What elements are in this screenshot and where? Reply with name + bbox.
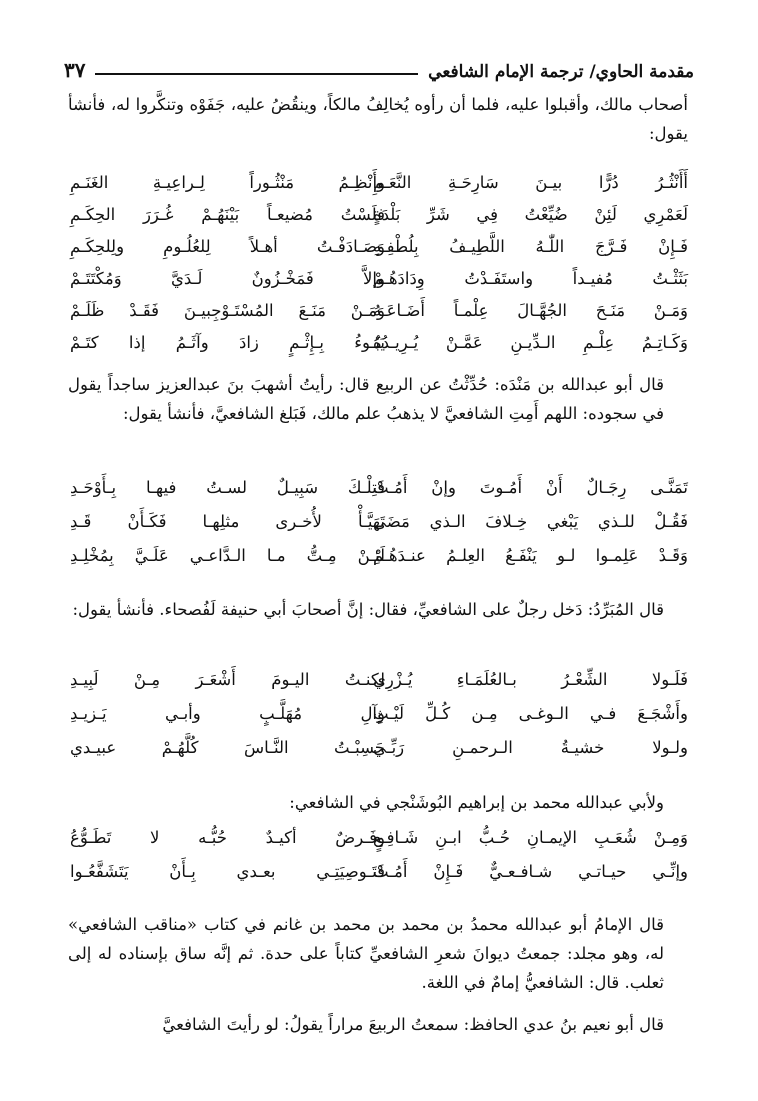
hemistich-first: وَكَـاتِـمُ عِلْـمِ الـدِّيـنِ عَمَّـنْ يُـرِيـدُهُ <box>373 333 688 352</box>
hemistich-second: فَتَـوصِيَتِـي بعـدي بِـأَنْ يَتَشَفَّعُـوا <box>70 862 385 881</box>
running-header <box>64 50 694 82</box>
verse-line <box>70 670 688 702</box>
verse-line <box>70 738 688 770</box>
hemistich-first: وَقَـدْ عَلِمـوا لـو يَنْفَـعُ العِلـمُ عنـدَهُـمْ <box>373 546 688 565</box>
verse-line <box>70 173 688 205</box>
verse-line <box>70 704 688 736</box>
hemistich-first: فَـإِنْ فَـرَّجَ اللّٰـهُ اللَّطِيـفُ بِلُطْفِـهِ <box>373 237 688 256</box>
hemistich-second: وَمَـنْ مَنَـعَ المُسْتَـوْجِبيـنَ فَقَـدْ ظَلَـمْ <box>70 301 385 320</box>
paragraph-1: أصحاب مالك، وأقبلوا عليه، فلما أن رأوه يُخالِفُ مالكاً، وينقُضُ عليه، جَفَوْه وتنكَّروا له، فأنشأ يقول: <box>68 95 688 143</box>
hemistich-second: حَسِبْـتُ النَّـاسَ كُلَّهُـمْ عبيـدي <box>70 738 385 757</box>
verse-line <box>70 862 688 894</box>
verse-line <box>70 205 688 237</box>
hemistich-first: فَلَـولا الشِّعْـرُ بـالعُلَمَـاءِ يُـزْرِي <box>373 670 688 689</box>
hemistich-first: وَمِـنْ شُعَـبِ الإيمـانِ حُـبُّ ابـنِ شَـافِـعٍ <box>373 828 688 847</box>
running-title: مقدمة الحاوي/ ترجمة الإمام الشافعي <box>428 62 694 82</box>
hemistich-first: تَمَنَّـى رِجَـالٌ أَنْ أَمُـوتَ وإنْ أَمُـتْ <box>373 478 688 497</box>
hemistich-second: وَصَـادَفْـتُ أهـلاً لِلعُلُـومِ ولِلحِكَـمِ <box>70 237 385 256</box>
hemistich-second: تَهَيَّـأْ لأُخـرى مثلِهـا فَكَـأَنْ قَـدِ <box>70 512 385 531</box>
hemistich-second: وإلاَّ فَمَخْـزُونٌ لَـدَيَّ وَمُكْتَتَـمْ <box>70 269 385 288</box>
paragraph-4: ولأبي عبدالله محمد بن إبراهيم البُوشَنْجي في الشافعي: <box>289 793 664 812</box>
verse-line <box>70 478 688 510</box>
hemistich-first: أَأَنْثُـرُ دُرًّا بيـنَ سَارِحَـةِ النَّعَـمِ <box>373 173 688 192</box>
paragraph-6: قال أبو نعيم بنُ عدي الحافظ: سمعتُ الربيعَ مراراً يقولُ: لو رأيتَ الشافعيَّ <box>162 1015 664 1034</box>
hemistich-first: وَمَـنْ مَنَـحَ الجُهَّـالَ عِلْمـاً أَضَـاعَـهُ <box>373 301 688 320</box>
verse-line <box>70 828 688 860</box>
verse-line <box>70 269 688 301</box>
verse-line <box>70 512 688 544</box>
paragraph-5: قال الإمامُ أبو عبدالله محمدُ بن محمد بن محمد بن غانم في كتاب «مناقب الشافعي» له، وهو مجلد: جمعتُ ديوانَ شعرِ الشافعيِّ كتاباً على حدة. ثم إنَّه ساق بإسناده له إلى ثعلب. قال: الشافعيُّ إمامٌ في اللغة. <box>68 915 664 992</box>
hemistich-first: ولـولا خشيـةُ الـرحمـنِ رَبِّـي <box>373 738 688 757</box>
verse-line <box>70 237 688 269</box>
page-number: ٣٧ <box>64 58 86 82</box>
hemistich-second: وفَـرضٌ أكيـدٌ حُبُّـه لا تَطَـوُّعُ <box>70 828 385 847</box>
verse-line <box>70 546 688 578</box>
verse-line <box>70 301 688 333</box>
hemistich-second: يَبُـوءُ بِـإِثْـمٍ زادَ وآثَـمُ إذا كتَـمْ <box>70 333 385 352</box>
hemistich-second: لَئِـنْ مِـتُّ مـا الـدَّاعـي عَلَـيَّ بِمُخْلِـدِ <box>70 546 385 565</box>
hemistich-first: فَقُـلْ للـذي يَبْغي خِـلافَ الـذي مَضَى <box>373 512 688 531</box>
hemistich-second: وأَنْظِـمُ مَنْثُـوراً لِـراعِيـةِ الغَنَـمِ <box>70 173 385 192</box>
hemistich-second: وآلِ مُهَلَّـبٍ وأبـي يَـزيـدِ <box>70 704 385 723</box>
verse-line <box>70 333 688 365</box>
hemistich-first: وأَشْجَـعَ فـي الـوغـى مِـن كُـلِّ لَيْـثٍ <box>373 704 688 723</box>
hemistich-second: لكنـتُ اليـومَ أَشْعَـرَ مِـنْ لَبِيـدِ <box>70 670 385 689</box>
hemistich-first: لَعَمْرِي لَئِنْ ضُيِّعْتُ فِي شَرِّ بَلْدَةٍ <box>373 205 688 224</box>
hemistich-second: فلَسْتُ مُضيعـاً بَيْنَهُـمْ غُـرَرَ الحِكَـمِ <box>70 205 385 224</box>
hemistich-first: بَثَثْـتُ مُفيـداً واستَفَـدْتُ وِدَادَهُـمْ <box>373 269 688 288</box>
hemistich-second: فَتِلْـكَ سَبِيـلٌ لسـتُ فيهـا بِـأَوْحَـدِ <box>70 478 385 497</box>
paragraph-3: قال المُبَرِّدُ: دَخل رجلٌ على الشافعيِّ، فقال: إنَّ أصحابَ أبي حنيفة لَفُصحاء. فأنشأ يقول: <box>72 600 664 619</box>
hemistich-first: وإنِّـي حيـاتـي شـافـعـيٌّ فَـإِنْ أَمُـتْ <box>373 862 688 881</box>
paragraph-2: قال أبو عبدالله بن مَنْدَه: حُدِّثْتُ عن الربيع قال: رأيتُ أشهبَ بنَ عبدالعزيز ساجداً يقول في سجوده: اللهم أَمِتِ الشافعيَّ لا يذهبُ علم مالك، فَبَلغ الشافعيَّ، فأنشأ يقول: <box>68 375 664 423</box>
header-rule <box>95 73 418 75</box>
